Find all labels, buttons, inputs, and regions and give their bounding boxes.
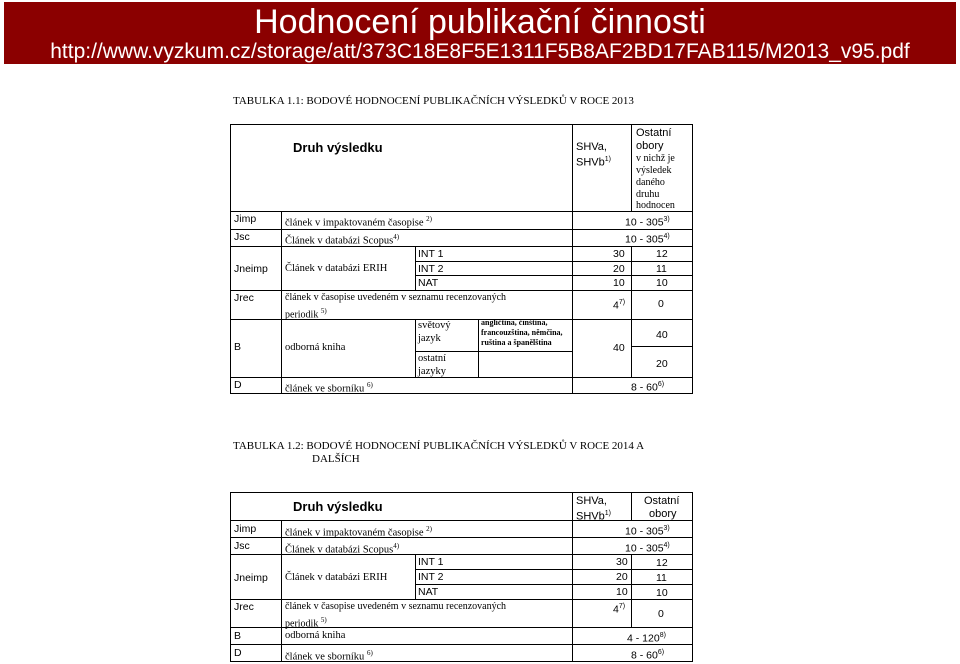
row-code-d: D — [234, 379, 242, 391]
row-code-d: D — [234, 647, 242, 659]
row-code-b: B — [234, 341, 242, 353]
row-code-b: B — [234, 630, 242, 642]
row-desc-jrec-2: periodik $^{5)}$ — [285, 616, 327, 630]
col-header-shv-1: SHVa, — [576, 141, 607, 153]
col-header-note-2: výsledek — [636, 165, 672, 176]
row-val-b: 4 - 120$^{8)}$ — [627, 632, 666, 645]
row-desc-b: odborná kniha — [285, 630, 346, 641]
row-label-svetovy: světový — [418, 320, 451, 331]
row-val-b-shv: 40 — [613, 342, 625, 354]
row-langs-3: ruština a španělština — [481, 338, 552, 347]
col-header-note-4: druhu — [636, 189, 660, 200]
row-desc-d: článek ve sborníku $^{6)}$ — [285, 381, 373, 395]
row-desc-jsc: Článek v databázi Scopus$^{4)}$ — [285, 542, 400, 556]
row-val-b-ost-1: 40 — [656, 329, 668, 341]
row-val-int1-ost: 12 — [656, 248, 668, 260]
col-header-druh: Druh výsledku — [293, 499, 383, 514]
col-header-obory: obory — [636, 140, 664, 152]
row-code-jsc: Jsc — [234, 231, 250, 243]
page-title: Hodnocení publikační činnosti — [254, 3, 706, 41]
source-url: http://www.vyzkum.cz/storage/att/373C18E8F5E1311F5B8AF2BD17FAB115/M2013_v95.pdf — [50, 40, 910, 63]
col-header-shv-2: SHVb$^{1)}$ — [576, 156, 611, 169]
row-val-int1-shv: 30 — [616, 556, 628, 568]
row-code-jrec: Jrec — [234, 292, 254, 304]
table1 — [230, 124, 693, 394]
row-label-int2: INT 2 — [418, 263, 444, 275]
row-val-jsc: 10 - 305$^{4)}$ — [625, 542, 670, 555]
table2-caption-2: DALŠÍCH — [312, 453, 360, 465]
col-header-shv-1: SHVa, — [576, 495, 607, 507]
row-desc-jsc: Článek v databázi Scopus$^{4)}$ — [285, 233, 400, 247]
row-val-int2-shv: 20 — [616, 571, 628, 583]
row-langs-2: francouzština, němčina, — [481, 328, 563, 337]
row-val-d: 8 - 60$^{6)}$ — [631, 649, 665, 662]
row-val-jrec-shv: 4$^{7)}$ — [613, 603, 626, 616]
row-val-jrec-ost: 0 — [658, 608, 664, 620]
col-header-note-5: hodnocen — [636, 200, 675, 211]
row-val-nat-shv: 10 — [613, 277, 625, 289]
row-label-jazyk: jazyk — [418, 333, 441, 344]
row-label-jazyky: jazyky — [418, 366, 446, 377]
row-val-jrec-ost: 0 — [658, 298, 664, 310]
row-label-int1: INT 1 — [418, 248, 444, 260]
col-header-note-1: v nichž je — [636, 153, 675, 164]
row-val-int1-shv: 30 — [613, 248, 625, 260]
row-desc-d: článek ve sborníku $^{6)}$ — [285, 649, 373, 663]
row-label-ostatni: ostatní — [418, 353, 446, 364]
col-header-obory: obory — [649, 508, 677, 520]
row-code-jneimp: Jneimp — [234, 263, 268, 275]
row-desc-jrec-2: periodik $^{5)}$ — [285, 307, 327, 321]
row-val-int2-ost: 11 — [656, 572, 667, 584]
row-val-jrec-shv: 4$^{7)}$ — [613, 299, 626, 312]
row-val-int2-ost: 11 — [656, 263, 667, 275]
table2 — [230, 492, 693, 662]
row-desc-jneimp: Článek v databázi ERIH — [285, 263, 388, 274]
col-header-druh: Druh výsledku — [293, 140, 383, 155]
col-header-ostatni: Ostatní — [644, 495, 680, 507]
row-val-nat-ost: 10 — [656, 587, 668, 599]
row-val-b-ost-2: 20 — [656, 358, 668, 370]
row-code-jimp: Jimp — [234, 523, 257, 535]
row-val-jimp: 10 - 305$^{3)}$ — [625, 216, 670, 229]
col-header-ostatni: Ostatní — [636, 127, 672, 139]
row-langs-1: angličtina, čínština, — [481, 318, 548, 327]
row-desc-b: odborná kniha — [285, 342, 346, 353]
row-desc-jimp: článek v impaktovaném časopise $^{2)}$ — [285, 215, 432, 229]
table2-caption-1: TABULKA 1.2: BODOVÉ HODNOCENÍ PUBLIKAČNÍCH VÝSLEDKŮ V ROCE 2014 A — [233, 440, 645, 452]
row-desc-jrec-1: článek v časopise uvedeném v seznamu recenzovaných — [285, 601, 507, 612]
row-val-int2-shv: 20 — [613, 263, 625, 275]
col-header-shv-2: SHVb$^{1)}$ — [576, 510, 611, 523]
title-banner — [4, 2, 956, 64]
row-label-int1: INT 1 — [418, 556, 444, 568]
row-code-jrec: Jrec — [234, 601, 254, 613]
row-val-int1-ost: 12 — [656, 557, 668, 569]
row-code-jsc: Jsc — [234, 540, 250, 552]
row-label-int2: INT 2 — [418, 571, 444, 583]
row-code-jimp: Jimp — [234, 213, 257, 225]
row-label-nat: NAT — [418, 586, 439, 598]
row-desc-jneimp: Článek v databázi ERIH — [285, 572, 388, 583]
row-label-nat: NAT — [418, 277, 439, 289]
table1-caption: TABULKA 1.1: BODOVÉ HODNOCENÍ PUBLIKAČNÍCH VÝSLEDKŮ V ROCE 2013 — [233, 95, 634, 107]
row-val-jsc: 10 - 305$^{4)}$ — [625, 233, 670, 246]
row-desc-jrec-1: článek v časopise uvedeném v seznamu recenzovaných — [285, 292, 507, 303]
row-desc-jimp: článek v impaktovaném časopise $^{2)}$ — [285, 525, 432, 539]
row-val-nat-ost: 10 — [656, 277, 668, 289]
row-val-nat-shv: 10 — [616, 586, 628, 598]
row-val-d: 8 - 60$^{6)}$ — [631, 381, 665, 394]
row-val-jimp: 10 - 305$^{3)}$ — [625, 525, 670, 538]
row-code-jneimp: Jneimp — [234, 572, 268, 584]
col-header-note-3: daného — [636, 177, 665, 188]
